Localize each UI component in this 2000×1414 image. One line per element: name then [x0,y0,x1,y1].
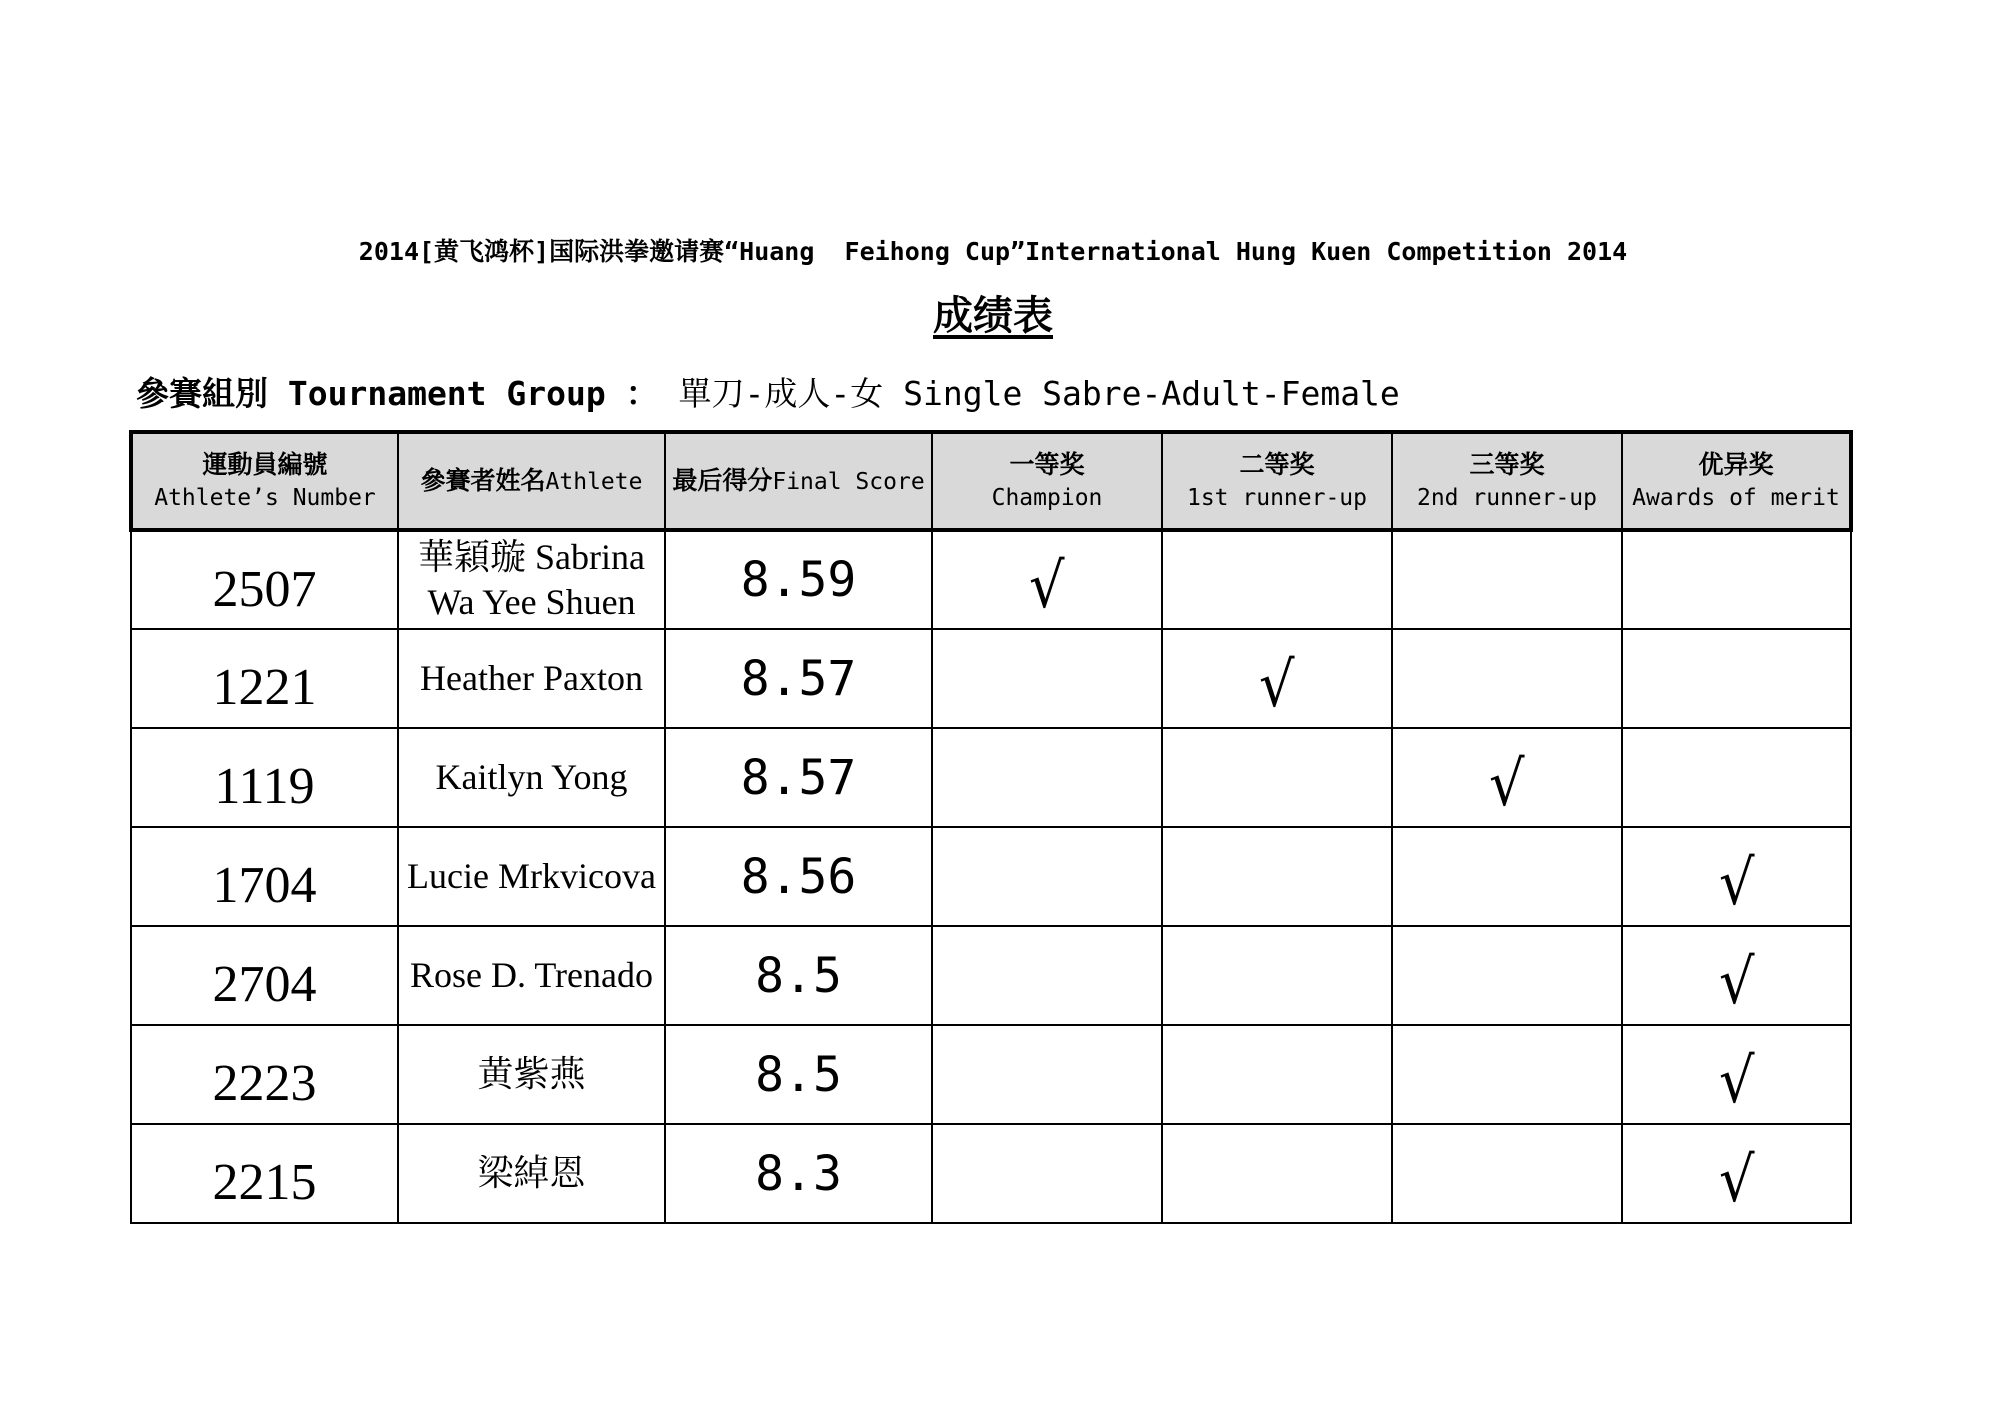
column-header-athlete-number [131,432,398,530]
check-mark-icon: √ [1489,746,1525,820]
award-cell-merit [1622,629,1851,728]
check-mark-icon: √ [1029,549,1065,622]
check-mark-icon: √ [1718,845,1755,919]
award-cell-champion [932,530,1162,629]
athlete-name-cell: Rose D. Trenado [398,926,665,1025]
table-row [131,728,1851,827]
athlete-name-cell: Heather Paxton [398,629,665,728]
column-header-en: Athlete [545,468,643,495]
final-score-cell: 8.5 [665,1025,932,1124]
athlete-number-cell: 1704 [131,827,398,926]
table-row [131,1124,1851,1223]
column-header-zh: 三等奖 [1469,450,1545,480]
athlete-number-cell: 1119 [131,728,398,827]
final-score-cell: 8.5 [665,926,932,1025]
column-header-en: Final Score [772,468,925,495]
check-mark-icon: √ [1718,1142,1755,1216]
award-cell-merit [1622,827,1851,926]
athlete-number-cell: 1221 [131,629,398,728]
award-cell-first-runner-up [1162,728,1392,827]
award-cell-second-runner-up [1392,1025,1622,1124]
table-row [131,530,1851,629]
award-cell-champion [932,1124,1162,1223]
award-cell-merit [1622,530,1851,629]
column-header-zh: 參賽者姓名 [420,465,546,495]
award-cell-champion [932,827,1162,926]
award-cell-first-runner-up [1162,629,1392,728]
column-header-zh: 二等奖 [1239,450,1315,480]
award-cell-second-runner-up [1392,926,1622,1025]
athlete-name-cell: Lucie Mrkvicova [398,827,665,926]
athlete-number-cell: 2215 [131,1124,398,1223]
award-cell-champion [932,728,1162,827]
column-header-en: 2nd runner-up [1416,484,1597,511]
award-cell-merit [1622,1025,1851,1124]
award-cell-merit [1622,1124,1851,1223]
final-score-cell: 8.56 [665,827,932,926]
final-score-cell: 8.59 [665,530,932,629]
tournament-group-label: 參賽組別 Tournament Group ： [136,374,659,413]
check-mark-icon: √ [1718,944,1755,1018]
athlete-number-cell: 2704 [131,926,398,1025]
results-table [129,430,1853,1224]
tournament-group-line [136,368,1400,415]
athlete-name-cell: 黄紫燕 [398,1025,665,1124]
column-header-athlete [398,432,665,530]
column-header-zh: 一等奖 [1009,450,1085,480]
column-header-en: Athlete’s Number [154,484,376,511]
header-row [131,432,1851,530]
award-cell-second-runner-up [1392,827,1622,926]
award-cell-second-runner-up [1392,530,1622,629]
award-cell-first-runner-up [1162,827,1392,926]
column-header-awards-of-merit [1622,432,1851,530]
table-row [131,1025,1851,1124]
column-header-zh: 運動員編號 [202,450,328,480]
award-cell-champion [932,1025,1162,1124]
competition-title: 2014[黄飞鸿杯]国际洪拳邀请赛“Huang Feihong Cup”International Hung Kuen Competition 2014 [358,237,1628,266]
award-cell-first-runner-up [1162,1124,1392,1223]
column-header-zh: 优异奖 [1698,450,1774,480]
table-row [131,926,1851,1025]
award-cell-merit [1622,926,1851,1025]
award-cell-second-runner-up [1392,1124,1622,1223]
tournament-group-value: 單刀-成人-女 Single Sabre-Adult-Female [678,374,1400,413]
award-cell-second-runner-up [1392,728,1622,827]
athlete-name-cell: 華穎璇 Sabrina Wa Yee Shuen [398,530,665,629]
results-sheet-title: 成绩表 [933,293,1053,339]
column-header-en: Champion [991,484,1103,511]
results-table-header [131,432,1851,530]
column-header-first-runner-up [1162,432,1392,530]
award-cell-first-runner-up [1162,530,1392,629]
award-cell-first-runner-up [1162,926,1392,1025]
table-row [131,629,1851,728]
final-score-cell: 8.3 [665,1124,932,1223]
check-mark-icon: √ [1259,647,1295,721]
results-table-body [131,530,1851,1223]
check-mark-icon: √ [1718,1043,1755,1117]
athlete-number-cell: 2507 [131,530,398,629]
column-header-second-runner-up [1392,432,1622,530]
column-header-final-score [665,432,932,530]
column-header-zh: 最后得分 [672,465,773,495]
final-score-cell: 8.57 [665,629,932,728]
athlete-number-cell: 2223 [131,1025,398,1124]
award-cell-first-runner-up [1162,1025,1392,1124]
award-cell-champion [932,926,1162,1025]
column-header-champion [932,432,1162,530]
athlete-name-cell: Kaitlyn Yong [398,728,665,827]
athlete-name-cell: 梁綽恩 [398,1124,665,1223]
table-row [131,827,1851,926]
award-cell-champion [932,629,1162,728]
column-header-en: Awards of merit [1632,484,1840,511]
award-cell-merit [1622,728,1851,827]
award-cell-second-runner-up [1392,629,1622,728]
column-header-en: 1st runner-up [1186,484,1367,511]
final-score-cell: 8.57 [665,728,932,827]
